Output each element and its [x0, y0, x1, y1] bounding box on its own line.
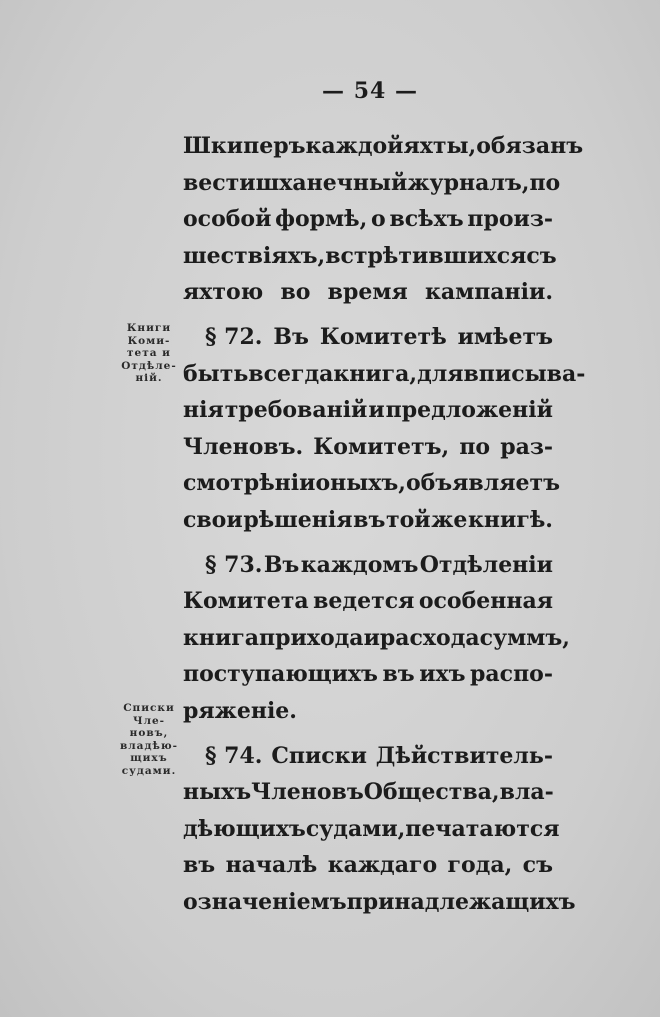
margin-note-line: Коми-	[127, 334, 171, 347]
word: формѣ,	[275, 206, 368, 233]
text-line	[183, 620, 570, 657]
word: нія	[183, 397, 224, 424]
word: по	[459, 433, 491, 460]
word: той	[385, 506, 431, 533]
word: вписыва-	[463, 360, 586, 387]
word: каждомъ	[300, 551, 419, 578]
word: во	[280, 279, 311, 306]
word: въ	[382, 661, 415, 688]
word: для	[417, 360, 464, 387]
word: журналъ,	[407, 169, 530, 196]
word: ведется	[313, 588, 415, 615]
text-line	[183, 165, 561, 202]
word: книгѣ.	[468, 506, 553, 533]
word: каждаго	[327, 852, 438, 879]
text-line	[183, 774, 553, 811]
margin-note-line: Отдѣле-	[121, 359, 177, 372]
text-line	[183, 811, 560, 848]
paragraph	[183, 319, 586, 539]
word: въ	[353, 506, 386, 533]
margin-note-member-lists	[116, 702, 182, 777]
word: принадлежащихъ	[346, 888, 576, 915]
word: книга,	[333, 360, 418, 387]
word: прихода	[259, 624, 364, 651]
word: по	[529, 169, 561, 196]
word: ныхъ	[183, 779, 252, 806]
word: Комитета	[183, 588, 309, 615]
word: Общества,	[363, 779, 500, 806]
word: о	[371, 206, 386, 233]
text-line	[183, 238, 557, 275]
text-line	[183, 884, 576, 921]
text-line	[183, 583, 553, 620]
paragraph	[183, 128, 584, 311]
text-line	[183, 693, 553, 730]
text-line	[183, 274, 553, 311]
margin-note-books	[116, 322, 182, 385]
word: и	[363, 624, 380, 651]
word: кампаніи.	[424, 279, 553, 306]
paragraph-gap	[183, 730, 553, 738]
text-line	[183, 429, 553, 466]
word: шханечный	[255, 169, 408, 196]
margin-note-line: щихъ	[130, 752, 168, 764]
word: встрѣтившихся	[325, 242, 527, 269]
paragraph	[183, 738, 576, 921]
margin-note-line: Чле-	[132, 714, 166, 727]
word: Членовъ	[251, 779, 364, 806]
margin-note-line: Книги	[126, 322, 172, 334]
word: вла-	[499, 779, 554, 806]
text-line	[183, 847, 553, 884]
word: Списки	[271, 742, 367, 769]
word: § 74.	[205, 742, 263, 769]
word: требованій	[224, 397, 368, 424]
word: въ	[183, 852, 216, 879]
word: быть	[183, 360, 249, 387]
word: раз-	[500, 433, 553, 460]
word: Шкиперъ	[183, 133, 306, 159]
text-line	[183, 656, 553, 693]
word: предложеній	[385, 397, 553, 424]
word: Комитетъ,	[313, 433, 450, 460]
word: расхода	[379, 624, 480, 651]
word: съ	[522, 852, 553, 879]
paragraph-gap	[183, 539, 553, 547]
word: дѣющихъ	[183, 815, 306, 842]
paragraph-gap	[183, 311, 553, 319]
word: особенная	[418, 588, 553, 615]
word: Дѣйствитель-	[375, 742, 553, 769]
word: поступающихъ	[183, 661, 378, 688]
word: всѣхъ	[389, 206, 464, 233]
margin-note-line: владѣю-	[119, 739, 178, 752]
paragraph	[183, 547, 570, 730]
word: судами,	[305, 815, 406, 842]
margin-note-line: тета и	[127, 347, 171, 359]
word: года,	[447, 852, 513, 879]
word: имѣетъ	[457, 323, 553, 350]
word: вести	[183, 169, 256, 196]
word: суммъ,	[479, 624, 570, 651]
word: Комитетѣ	[319, 323, 447, 350]
word: рѣшенія	[243, 506, 353, 533]
word: же	[431, 506, 468, 533]
text-line	[183, 319, 553, 356]
word: означеніемъ	[183, 888, 347, 915]
word: распо-	[470, 661, 553, 688]
word: ихъ	[419, 661, 466, 688]
margin-note-line: судами.	[121, 764, 177, 777]
text-line	[183, 392, 553, 429]
word: печатаются	[405, 815, 560, 842]
word: яхтою	[183, 279, 264, 306]
text-line	[183, 356, 586, 393]
word: ряженіе.	[183, 697, 297, 724]
text-line	[183, 547, 553, 584]
word: Въ	[263, 551, 300, 578]
text-line	[183, 201, 553, 238]
margin-note-line: новъ,	[129, 727, 169, 739]
word: началѣ	[225, 852, 318, 879]
text-line	[183, 738, 553, 775]
page-number: — 54 —	[322, 78, 418, 104]
text-line	[183, 465, 560, 502]
word: шествіяхъ,	[183, 242, 326, 269]
word: всегда	[248, 360, 334, 387]
word: § 73.	[205, 551, 263, 578]
word: свои	[183, 506, 243, 533]
word: особой	[183, 206, 272, 233]
word: смотрѣніи	[183, 470, 316, 497]
word: Въ	[273, 323, 309, 350]
word: Членовъ.	[183, 433, 304, 460]
text-line	[183, 502, 553, 539]
word: обязанъ	[476, 133, 584, 159]
word: съ	[526, 242, 557, 269]
word: оныхъ,	[315, 470, 406, 497]
word: § 72.	[205, 323, 263, 350]
word: книга	[183, 624, 260, 651]
text-line	[183, 128, 584, 165]
margin-note-line: ній.	[135, 372, 163, 384]
word: и	[368, 397, 385, 424]
word: Отдѣленіи	[419, 551, 553, 578]
word: яхты,	[403, 133, 477, 159]
margin-note-line: Списки	[123, 702, 175, 714]
word: каждой	[305, 133, 404, 159]
body-text	[183, 128, 586, 920]
word: время	[327, 279, 408, 306]
word: произ-	[467, 206, 553, 233]
word: объявляетъ	[405, 470, 560, 497]
